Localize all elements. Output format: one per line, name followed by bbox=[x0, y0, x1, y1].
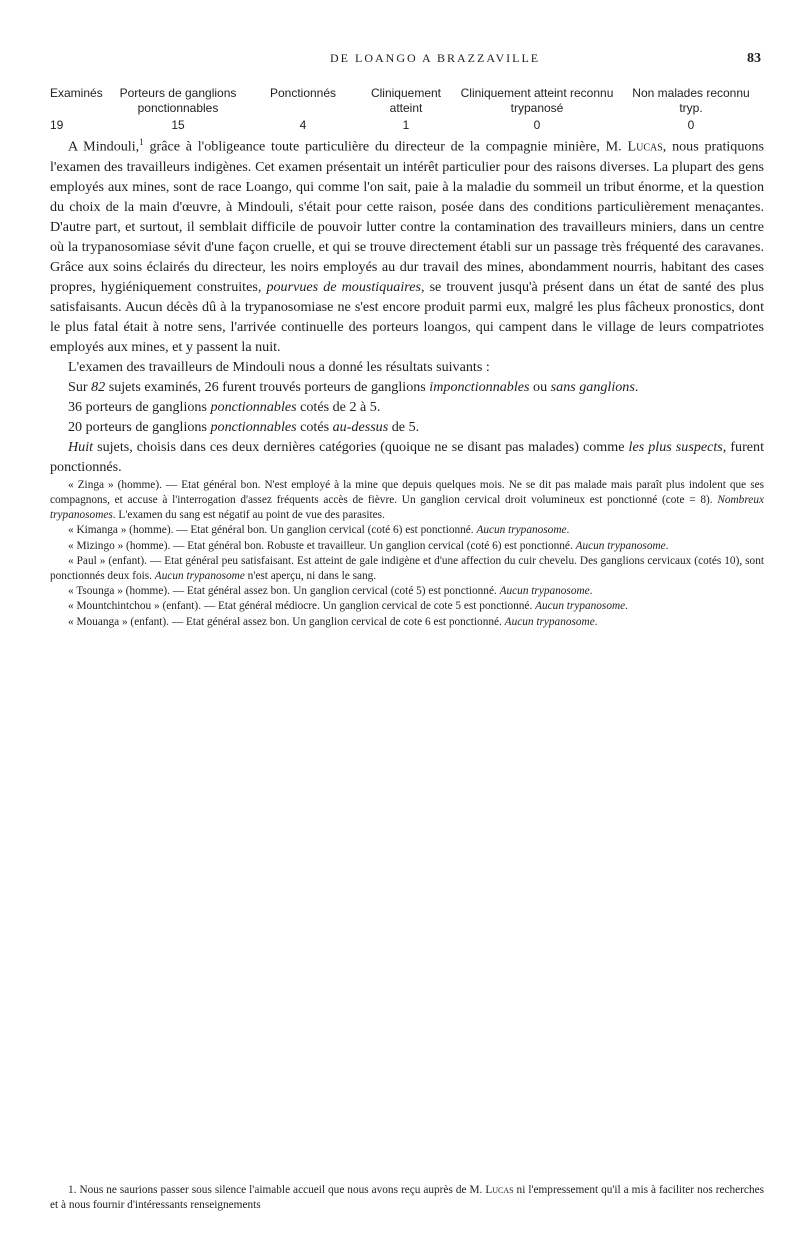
page-number: 83 bbox=[747, 51, 761, 66]
footnote-text: 1. Nous ne saurions passer sous silence l'aimable accueil que nous avons reçu auprès de M. Lucas ni l'empressement qu'il a mis à faciliter nos recherches et à nous fournir d'intéressants renseignements bbox=[50, 1184, 765, 1211]
body-text bbox=[50, 132, 764, 630]
case-zinga: « Zinga » (homme). — Etat général bon. N'est employé à la mine que depuis quelques mois. Ne se dit pas malade mais paraît plus indolent que ses compagnons, et accuse à l'interrogation d'assez fréquents accès de fièvre. Un ganglion cervical droit volumineux est ponctionné (cote = 8). Nombreux trypanosomes. L'examen du sang est négatif au point de vue des parasites. bbox=[50, 478, 764, 522]
value-porteurs: 15 bbox=[171, 118, 185, 132]
value-ponctionnes: 4 bbox=[299, 118, 307, 132]
header-examines: Examinés bbox=[50, 86, 103, 100]
value-examines: 19 bbox=[50, 118, 64, 132]
results-table-header-row bbox=[50, 86, 762, 116]
result-line-4: Huit sujets, choisis dans ces deux dernières catégories (quoique ne se disant pas malades) comme les plus suspects, furent ponctionnés. bbox=[50, 438, 765, 475]
value-non-malades: 0 bbox=[687, 118, 695, 132]
case-mizingo: « Mizingo » (homme). — Etat général bon. Robuste et travailleur. Un ganglion cervical (coté 6) est ponctionné. Aucun trypanosome. bbox=[68, 539, 669, 552]
case-mouanga: « Mouanga » (enfant). — Etat général assez bon. Un ganglion cervical de cote 6 est ponctionné. Aucun trypanosome. bbox=[68, 615, 598, 628]
case-mountchintchou: « Mountchintchou » (enfant). — Etat général médiocre. Un ganglion cervical de cote 5 est ponctionné. Aucun trypanosome. bbox=[68, 600, 628, 613]
result-line-1: Sur 82 sujets examinés, 26 furent trouvés porteurs de ganglions imponctionnables ou sans ganglions. bbox=[68, 378, 639, 395]
case-tsounga: « Tsounga » (homme). — Etat général assez bon. Un ganglion cervical (coté 5) est ponctionné. Aucun trypanosome. bbox=[68, 585, 593, 598]
result-line-3: 20 porteurs de ganglions ponctionnables cotés au-dessus de 5. bbox=[68, 418, 420, 435]
result-line-2: 36 porteurs de ganglions ponctionnables cotés de 2 à 5. bbox=[68, 398, 381, 415]
value-reconnu-trypanose: 0 bbox=[533, 118, 541, 132]
header-ponctionnes: Ponctionnés bbox=[269, 86, 337, 100]
case-paul: « Paul » (enfant). — Etat général peu satisfaisant. Est atteint de gale indigène et d'une affection du cuir chevelu. Des ganglions cervicaux (cotés 10), sont ponctionnés deux fois. Aucun trypanosome n'est aperçu, ni dans le sang. bbox=[50, 554, 764, 582]
paragraph-results-intro: L'examen des travailleurs de Mindouli nous a donné les résultats suivants : bbox=[68, 358, 490, 375]
running-head bbox=[0, 51, 800, 71]
running-head-title: DE LOANGO A BRAZZAVILLE bbox=[330, 51, 541, 65]
footnote-ref: 1 bbox=[139, 137, 144, 147]
paragraph-mindouli: A Mindouli,$^1$ grâce à l'obligeance toute particulière du directeur de la compagnie minière, M. Lucas, nous pratiquons l'examen des travailleurs indigènes. Cet examen présentait un intérêt particulier pour des raisons diverses. La plupart des gens employés aux mines, sont de race Loango, qui comme l'on sait, paie à la maladie du sommeil un tribut énorme, et la question du choix de la main d'œuvre, à Mindouli, s'était pour cette raison, posée dans des conditions particulièrement menaçantes. D'autre part, et surtout, il semblait difficile de pouvoir lutter contre la contamination des travailleurs miniers, dans un centre où la trypanosomiase sévit d'une façon cruelle, et qui se trouve directement établi sur un passage très fréquenté des caravanes. Grâce aux soins éclairés du directeur, les noirs employés au dur travail des mines, abondamment nourris, habitant des cases propres, hygiéniquement construites, pourvues de moustiquaires, se trouvent jusqu'à présent dans un état de santé des plus satisfaisants. Aucun décès dû à la trypanosomiase ne s'est encore produit parmi eux, malgré les plus fâcheux pronostics, dont le plus fatal était à notre sens, l'arrivée continuelle des porteurs loangos, qui campent dans le village de leurs compatriotes employés aux mines, et y passent la nuit. bbox=[50, 137, 764, 355]
value-cliniquement-atteint: 1 bbox=[402, 118, 410, 132]
header-non-malades: Non malades reconnu tryp. bbox=[632, 86, 750, 115]
results-table bbox=[50, 86, 762, 133]
header-porteurs: Porteurs de ganglions ponctionnables bbox=[119, 86, 237, 115]
results-table-values-row bbox=[50, 116, 762, 133]
author-name: Lucas bbox=[627, 138, 663, 155]
case-kimanga: « Kimanga » (homme). — Etat général bon. Un ganglion cervical (coté 6) est ponctionné. Aucun trypanosome. bbox=[68, 524, 570, 537]
footnote bbox=[50, 1183, 764, 1213]
header-reconnu-trypanose: Cliniquement atteint reconnu trypanosé bbox=[460, 86, 614, 115]
header-cliniquement-atteint: Cliniquement atteint bbox=[370, 86, 442, 115]
footnote-author-name: Lucas bbox=[485, 1184, 514, 1196]
